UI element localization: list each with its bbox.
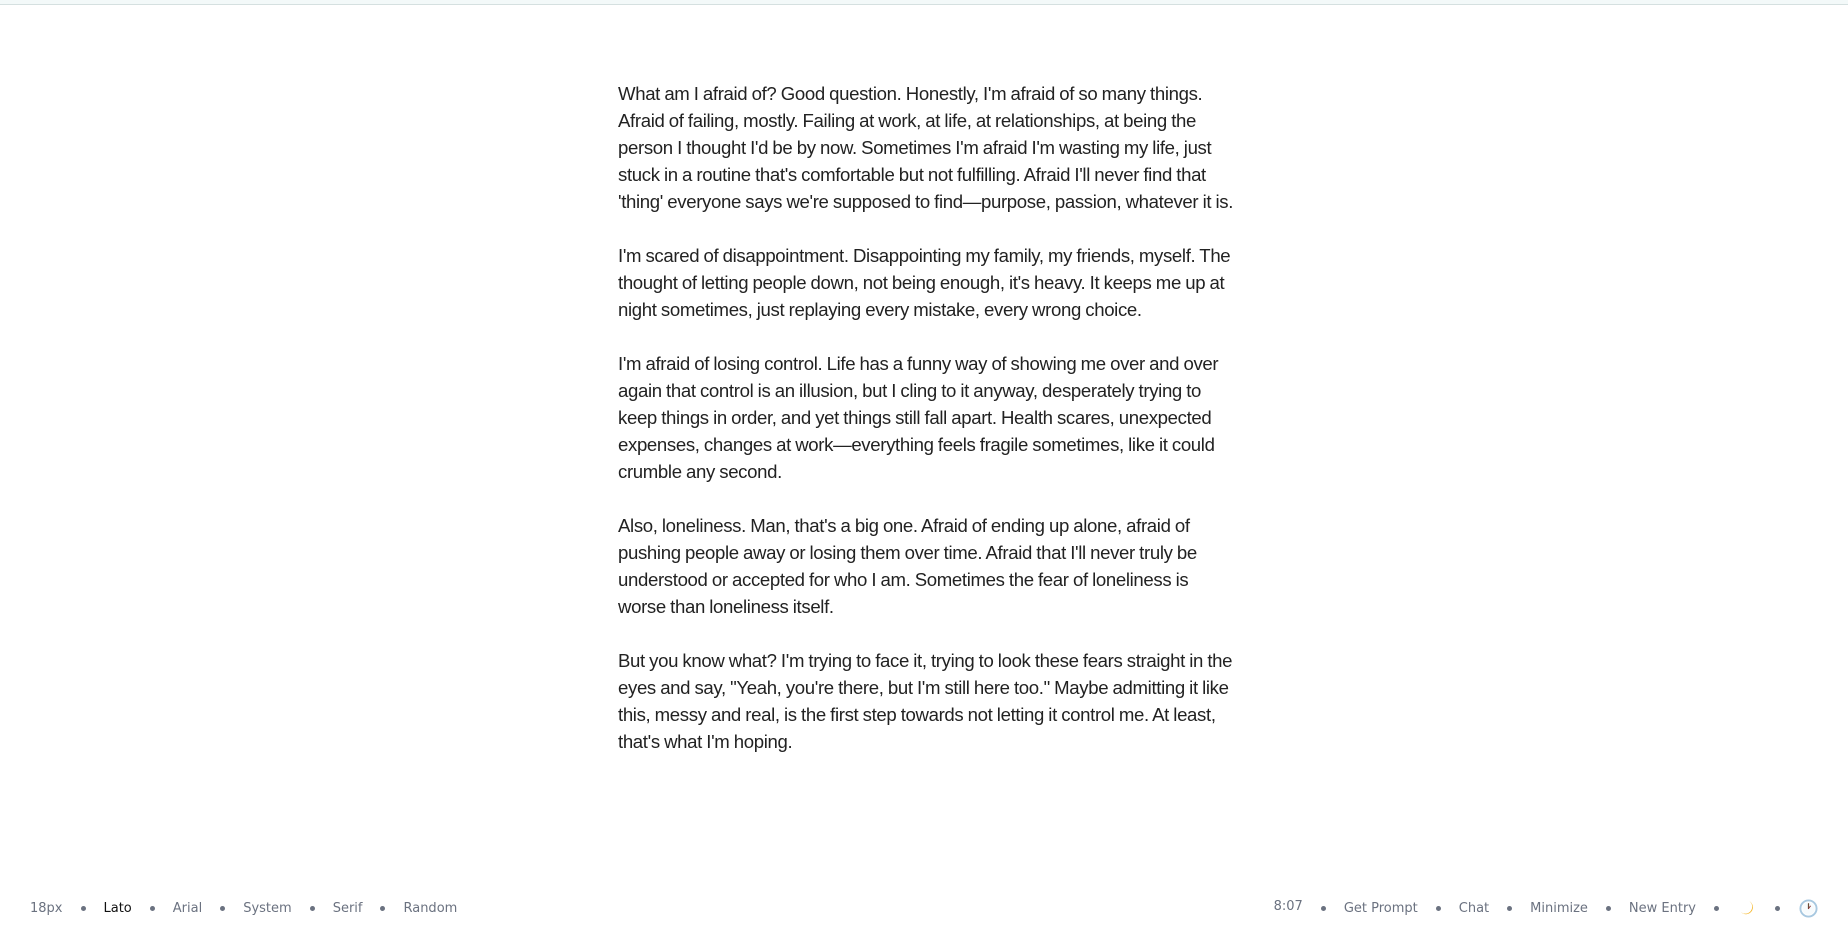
new-entry-button[interactable]: New Entry <box>1628 900 1696 916</box>
separator-dot <box>310 906 315 911</box>
clock-icon[interactable] <box>1798 898 1818 918</box>
separator-dot <box>1714 906 1719 911</box>
separator-dot <box>1775 906 1780 911</box>
font-arial-button[interactable]: Arial <box>172 900 203 916</box>
separator-dot <box>1507 906 1512 911</box>
minimize-button[interactable]: Minimize <box>1530 900 1588 916</box>
paragraph: I'm afraid of losing control. Life has a funny way of showing me over and over again that control is an illusion, but I cling to it anyway, desperately trying to keep things in order, and yet things still fall apart. Health scares, unexpected expenses, changes at work—everything feels fragile sometimes, like it could crumble any second. <box>618 353 1219 482</box>
moon-icon[interactable] <box>1737 898 1757 918</box>
paragraph: But you know what? I'm trying to face it, trying to look these fears straight in the eyes and say, "Yeah, you're there, but I'm still here too." Maybe admitting it like this, messy and real, is the first step towards not letting it control me. At least, that's what I'm hoping. <box>618 650 1233 752</box>
font-system-button[interactable]: System <box>243 900 292 916</box>
separator-dot <box>380 906 385 911</box>
separator-dot <box>1321 906 1326 911</box>
action-controls <box>1274 898 1818 918</box>
font-random-button[interactable]: Random <box>403 900 458 916</box>
paragraph: What am I afraid of? Good question. Honestly, I'm afraid of so many things. Afraid of failing, mostly. Failing at work, at life, at relationships, at being the person I thought I'd be by now. Sometimes I'm afraid I'm wasting my life, just stuck in a routine that's comfortable but not fulfilling. Afraid I'll never find that 'thing' everyone says we're supposed to find—purpose, passion, whatever it is. <box>618 83 1234 212</box>
font-lato-button[interactable]: Lato <box>103 900 132 916</box>
separator-dot <box>150 906 155 911</box>
separator-dot <box>1606 906 1611 911</box>
separator-dot <box>220 906 225 911</box>
get-prompt-button[interactable]: Get Prompt <box>1343 900 1418 916</box>
timer-button[interactable]: 8:07 <box>1273 898 1303 914</box>
chat-button[interactable]: Chat <box>1458 900 1490 916</box>
separator-dot <box>81 906 86 911</box>
top-strip <box>0 0 1848 5</box>
paragraph: I'm scared of disappointment. Disappointing my family, my friends, myself. The thought of letting people down, not being enough, it's heavy. It keeps me up at night sometimes, just replaying every mistake, every wrong choice. <box>618 245 1231 320</box>
font-controls <box>30 901 457 916</box>
bottom-bar <box>0 896 1848 920</box>
paragraph: Also, loneliness. Man, that's a big one. Afraid of ending up alone, afraid of pushing people away or losing them over time. Afraid that I'll never truly be understood or accepted for who I am. Sometimes the fear of loneliness is worse than loneliness itself. <box>618 515 1197 617</box>
font-serif-button[interactable]: Serif <box>332 900 363 916</box>
font-size-button[interactable]: 18px <box>30 900 63 916</box>
journal-editor[interactable] <box>618 80 1238 782</box>
separator-dot <box>1436 906 1441 911</box>
